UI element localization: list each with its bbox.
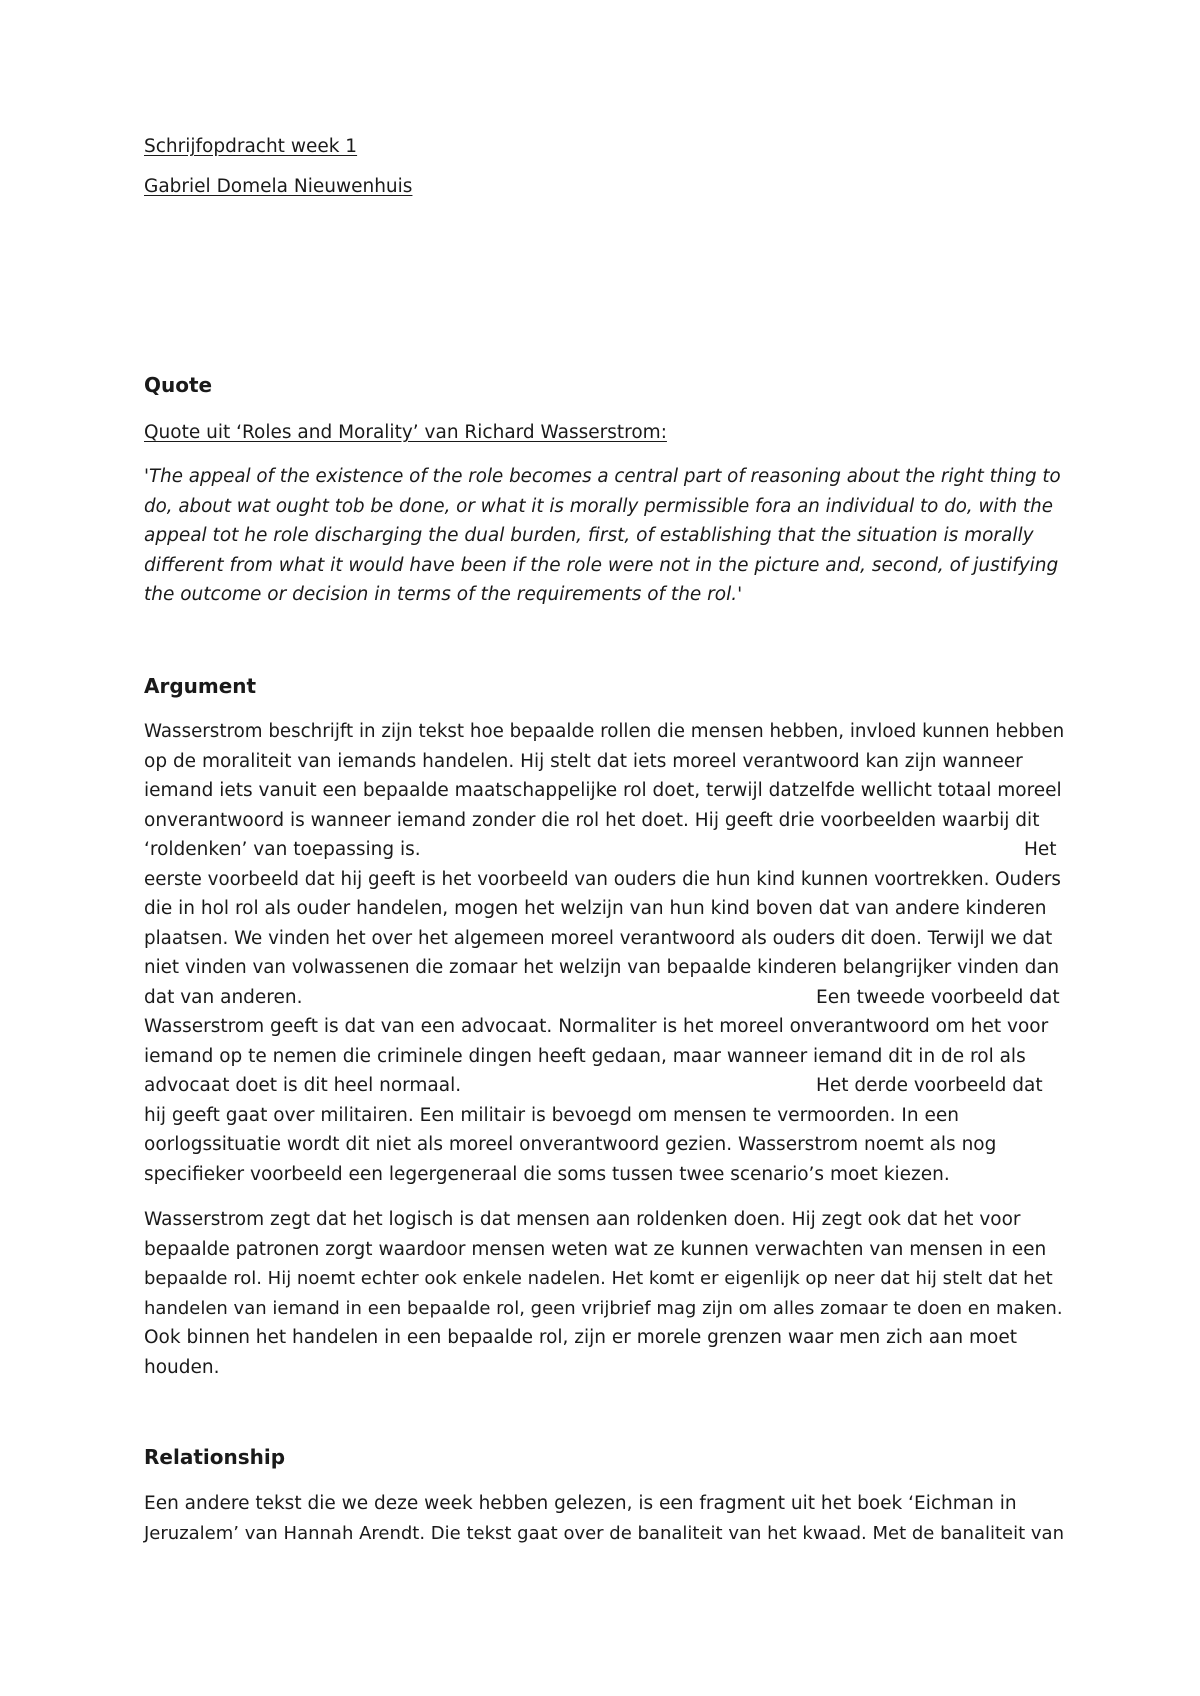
quote-line: 'The appeal of the existence of the role becomes a central part of reasoning about the right thing to bbox=[144, 466, 1061, 487]
argument-paragraph-2 bbox=[144, 1205, 1064, 1382]
quote-text bbox=[144, 462, 1064, 610]
text-line bbox=[144, 1071, 1064, 1101]
text-line: houden. bbox=[144, 1356, 220, 1378]
argument-heading: Argument bbox=[144, 674, 257, 698]
document-title: Schrijfopdracht week 1 bbox=[144, 136, 358, 157]
text-line bbox=[144, 835, 1064, 865]
text-line: niet vinden van volwassenen die zomaar het welzijn van bepaalde kinderen belangrijker vinden dan bbox=[144, 957, 1060, 978]
quote-heading: Quote bbox=[144, 373, 213, 397]
text-line: bepaalde rol. Hij noemt echter ook enkele nadelen. Het komt er eigenlijk op neer dat hij stelt dat het bbox=[144, 1268, 1053, 1289]
relationship-paragraph bbox=[144, 1489, 1064, 1548]
quote-line: different from what it would have been if the role were not in the picture and, second, of justifying bbox=[144, 554, 1059, 576]
text-line: onverantwoord is wanneer iemand zonder die rol het doet. Hij geeft drie voorbeelden waarbij dit bbox=[144, 809, 1040, 831]
text-line: bepaalde patronen zorgt waardoor mensen weten wat ze kunnen verwachten van mensen in een bbox=[144, 1238, 1047, 1260]
document-author: Gabriel Domela Nieuwenhuis bbox=[144, 176, 413, 197]
text-fragment: Het derde voorbeeld dat bbox=[816, 1075, 1043, 1096]
text-line: Een andere tekst die we deze week hebben gelezen, is een fragment uit het boek ‘Eichman in bbox=[144, 1493, 1017, 1514]
argument-paragraph-1 bbox=[144, 717, 1064, 1189]
text-fragment: Het bbox=[1024, 839, 1057, 860]
text-fragment: Een tweede voorbeeld dat bbox=[816, 986, 1060, 1008]
text-line: eerste voorbeeld dat hij geeft is het voorbeeld van ouders die hun kind kunnen voortrekken. Ouders bbox=[144, 868, 1061, 890]
quote-line: appeal tot he role discharging the dual burden, first, of establishing that the situation is morally bbox=[144, 525, 1034, 546]
text-fragment: dat van anderen. bbox=[144, 986, 303, 1008]
text-line: Wasserstrom zegt dat het logisch is dat mensen aan roldenken doen. Hij zegt ook dat het voor bbox=[144, 1209, 1021, 1230]
text-line: plaatsen. We vinden het over het algemeen moreel verantwoord als ouders dit doen. Terwijl we dat bbox=[144, 927, 1053, 949]
text-line: Wasserstrom beschrijft in zijn tekst hoe bepaalde rollen die mensen hebben, invloed kunnen hebben bbox=[144, 721, 1065, 742]
text-line: hij geeft gaat over militairen. Een militair is bevoegd om mensen te vermoorden. In een bbox=[144, 1104, 959, 1126]
text-line: specifieker voorbeeld een legergeneraal die soms tussen twee scenario’s moet kiezen. bbox=[144, 1163, 950, 1185]
text-fragment: ‘roldenken’ van toepassing is. bbox=[144, 839, 421, 860]
text-line: die in hol rol als ouder handelen, mogen het welzijn van hun kind boven dat van andere kinderen bbox=[144, 898, 1047, 919]
text-line: Wasserstrom geeft is dat van een advocaat. Normaliter is het moreel onverantwoord om het voor bbox=[144, 1016, 1049, 1037]
text-line: iemand iets vanuit een bepaalde maatschappelijke rol doet, terwijl datzelfde wellicht totaal moreel bbox=[144, 780, 1062, 801]
text-line: oorlogssituatie wordt dit niet als moreel onverantwoord gezien. Wasserstrom noemt als nog bbox=[144, 1134, 997, 1155]
text-line: handelen van iemand in een bepaalde rol, geen vrijbrief mag zijn om alles zomaar te doen en maken. bbox=[144, 1297, 1063, 1319]
quote-source: Quote uit ‘Roles and Morality’ van Richard Wasserstrom: bbox=[144, 422, 667, 443]
quote-line: do, about wat ought tob be done, or what it is morally permissible fora an individual to do, with the bbox=[144, 495, 1053, 517]
text-line: Ook binnen het handelen in een bepaalde rol, zijn er morele grenzen waar men zich aan moet bbox=[144, 1327, 1018, 1348]
text-fragment: advocaat doet is dit heel normaal. bbox=[144, 1075, 462, 1096]
text-line: iemand op te nemen die criminele dingen heeft gedaan, maar wanneer iemand dit in de rol als bbox=[144, 1045, 1026, 1067]
quote-line: the outcome or decision in terms of the requirements of the rol.' bbox=[144, 584, 743, 605]
text-line: op de moraliteit van iemands handelen. Hij stelt dat iets moreel verantwoord kan zijn wanneer bbox=[144, 750, 1023, 772]
text-line bbox=[144, 983, 1064, 1013]
relationship-heading: Relationship bbox=[144, 1445, 286, 1469]
text-line: Jeruzalem’ van Hannah Arendt. Die tekst gaat over de banaliteit van het kwaad. Met de banaliteit van bbox=[144, 1522, 1064, 1544]
